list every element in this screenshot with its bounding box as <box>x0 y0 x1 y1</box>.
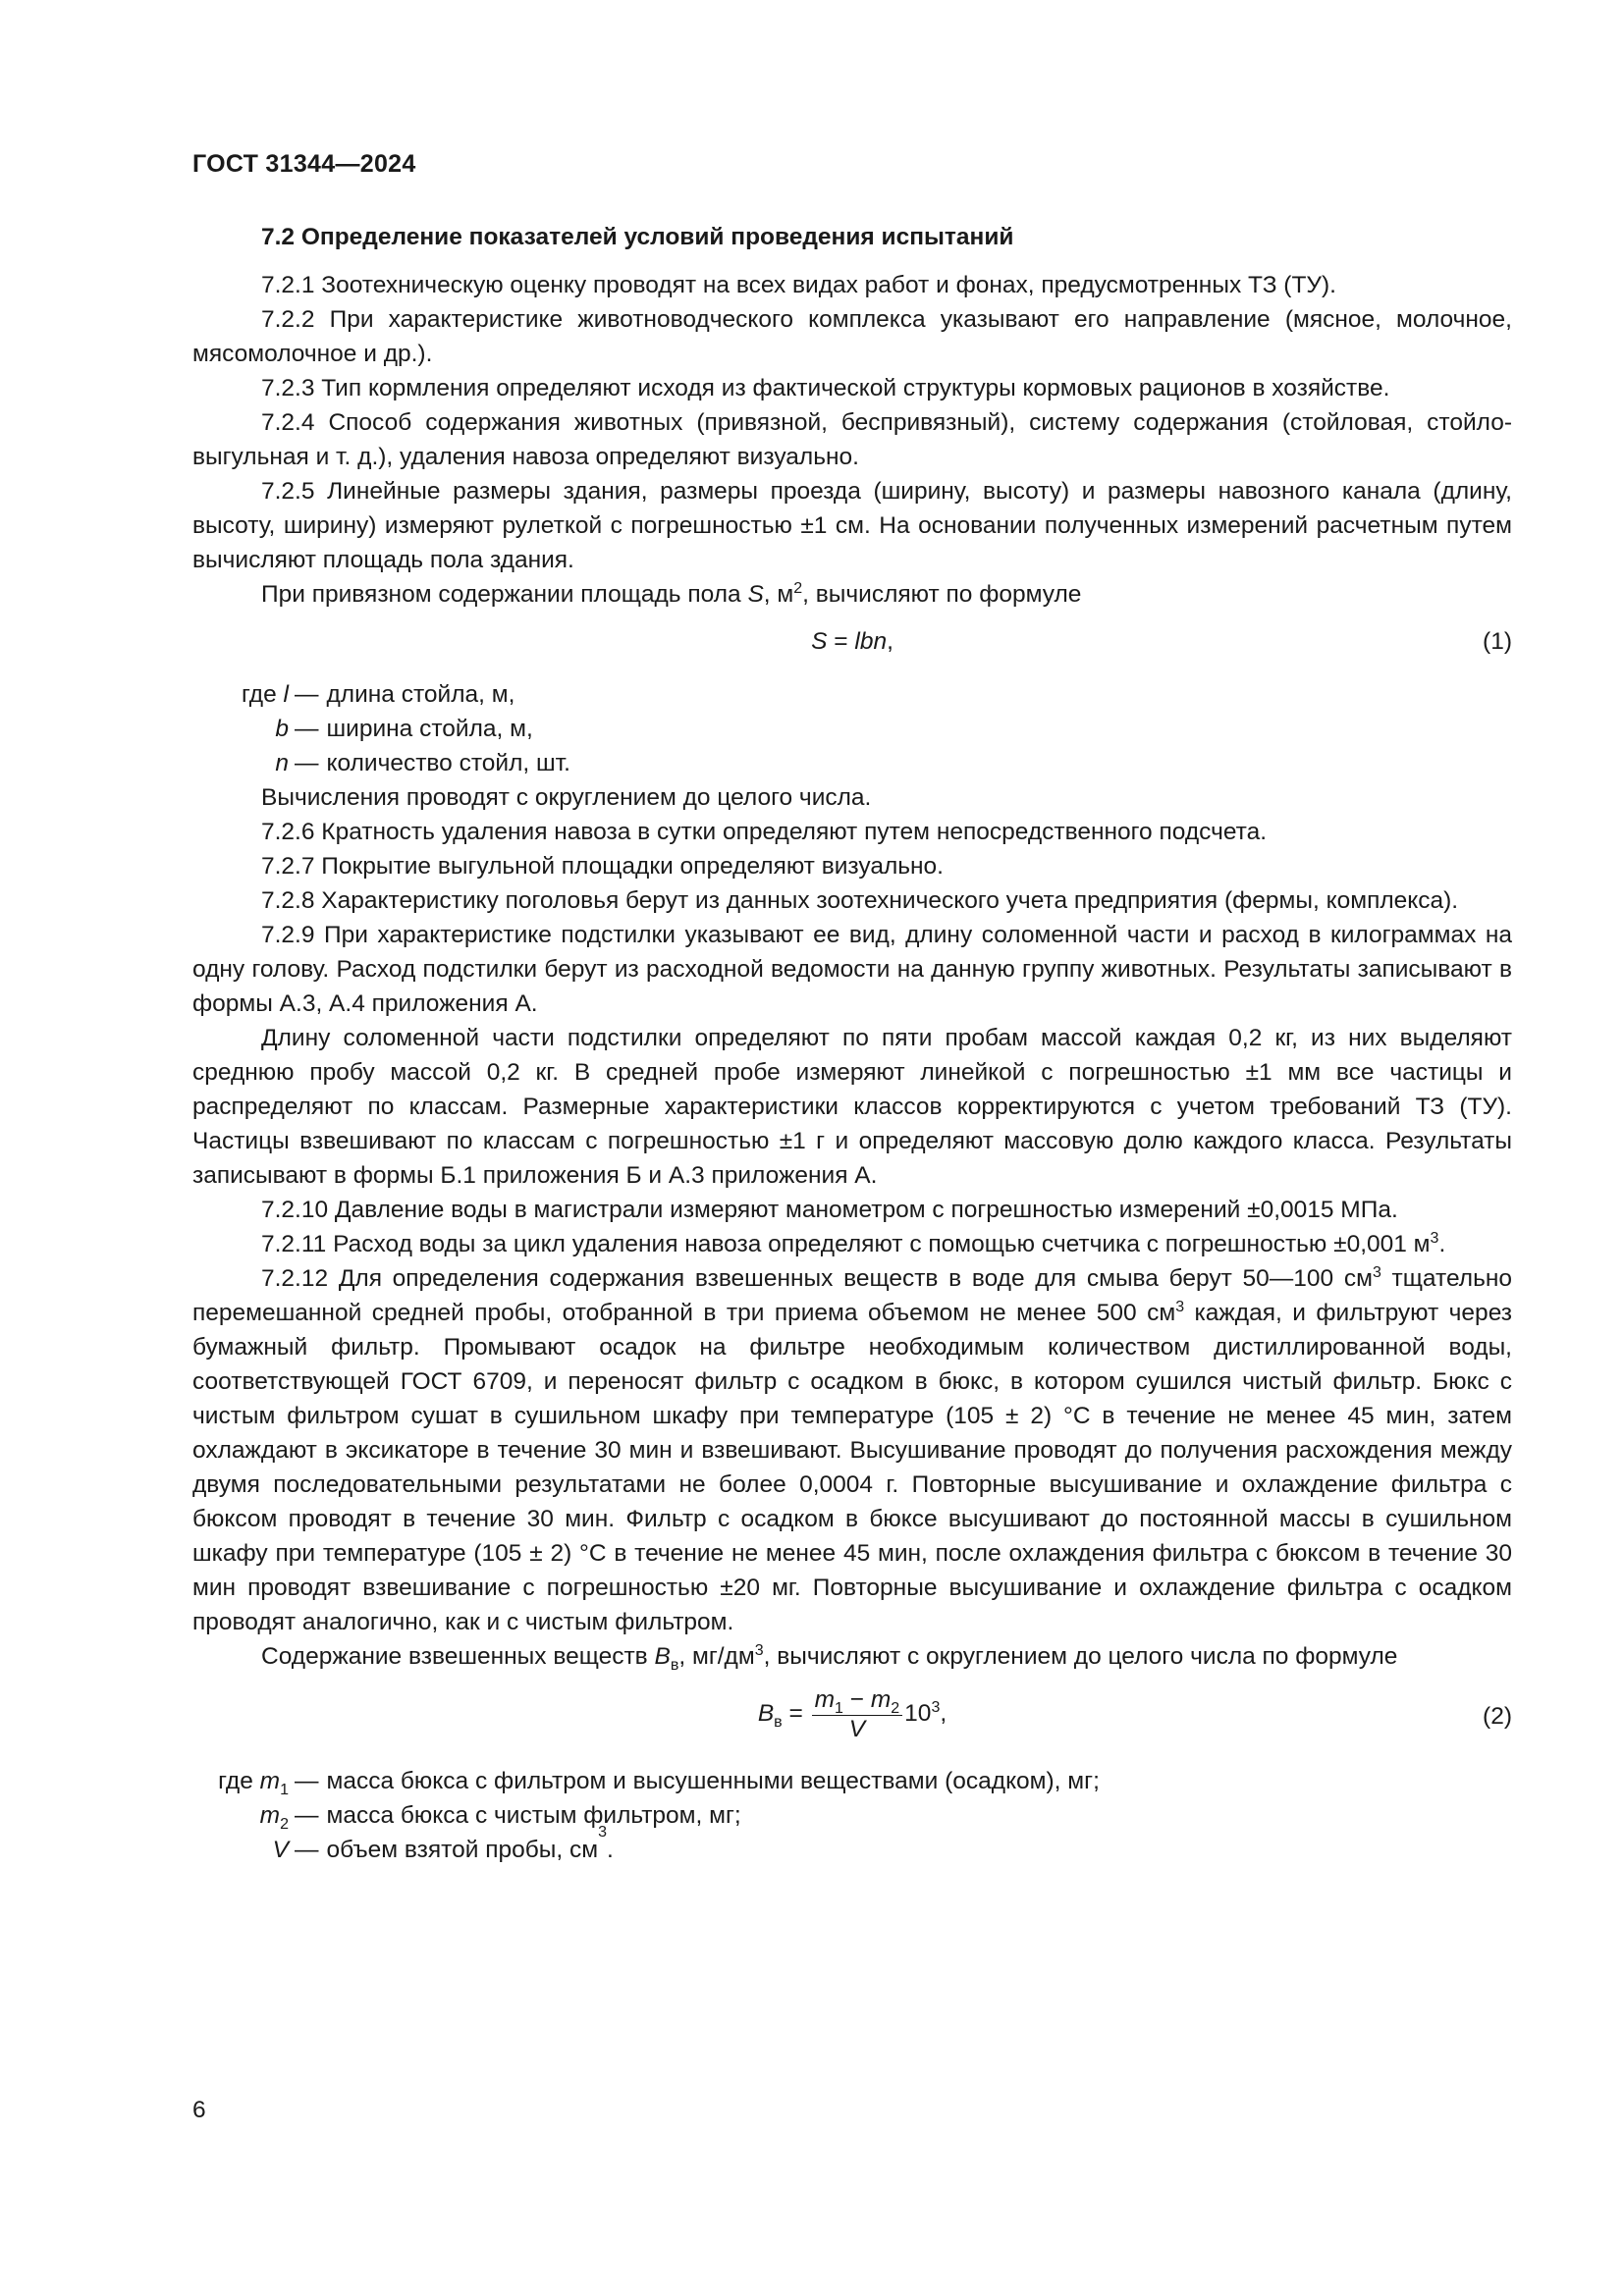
paragraph-7-2-8: 7.2.8 Характеристику поголовья берут из данных зоотехнического учета предприятия (фермы, комплекса). <box>261 887 1459 914</box>
formula-2-fraction: $\frac{m_1 - m_2}{V}$ <box>812 1685 903 1743</box>
section-title: 7.2 Определение показателей условий проведения испытаний <box>261 224 1014 250</box>
where-item: где l — длина стойла, м, <box>241 681 515 708</box>
paragraph-straw-length: Длину соломенной части подстилки определяют по пяти пробам массой каждая 0,2 кг, из них выделяют среднюю пробу массой 0,2 кг. В средней пробе измеряют линейкой с погрешностью ±1 мм все частицы и распределяют по классам. Размерные характеристики классов корректируются с учетом требований ТЗ (ТУ). Частицы взвешивают по классам с погрешностью ±1 г и определяют массовую долю каждого класса. Результаты записывают в формы Б.1 приложения Б и А.3 приложения А. <box>192 1025 1512 1189</box>
paragraph-7-2-5: 7.2.5 Линейные размеры здания, размеры проезда (ширину, высоту) и размеры навозного канала (длину, высоту, ширину) измеряют рулеткой с погрешностью ±1 см. На основании полученных измерений расчетным путем вычисляют площадь пола здания. <box>192 478 1512 573</box>
paragraph-7-2-1: 7.2.1 Зоотехническую оценку проводят на всех видах работ и фонах, предусмотренных ТЗ (ТУ). <box>261 272 1336 298</box>
paragraph-7-2-10: 7.2.10 Давление воды в магистрали измеряют манометром с погрешностью измерений ±0,0015 МПа. <box>261 1197 1398 1223</box>
paragraph-7-2-6: 7.2.6 Кратность удаления навоза в сутки определяют путем непосредственного подсчета. <box>261 819 1268 845</box>
paragraph-7-2-12: 7.2.12 Для определения содержания взвешенных веществ в воде для смыва берут 50—100 $см^3$ тщательно перемешанной средней пробы, отобранной в три приема объемом не менее 500 $см^3$ каждая, и фильтруют через бумажный фильтр. Промывают осадок на фильтре необходимым количеством дистиллированной воды, соответствующей ГОСТ 6709, и переносят фильтр с осадком в бюкс, в котором сушился чистый фильтр. Бюкс с чистым фильтром сушат в сушильном шкафу при температуре (105 ± 2) °С в течение не менее 45 мин, затем охлаждают в эксикаторе в течение 30 мин и взвешивают. Высушивание проводят до получения расхождения между двумя последовательными результатами не более 0,0004 г. Повторные высушивание и охлаждение фильтра с бюксом проводят в течение 30 мин. Фильтр с осадком в бюксе высушивают до постоянной массы в сушильном шкафу при температуре (105 ± 2) °С в течение не менее 45 мин, после охлаждения фильтра с бюксом в течение 30 мин проводят взвешивание с погрешностью ±20 мг. Повторные высушивание и охлаждение фильтра с осадком проводят аналогично, как и с чистым фильтром. <box>192 1263 1513 1635</box>
formula-2: $B_в$ = $\frac{m_1 - m_2}{V}$ $10^3$, <box>757 1686 947 1742</box>
paragraph-suspended-intro: Содержание взвешенных веществ $B_в$, $мг/дм^3$, вычисляют с округлением до целого числа по формуле <box>261 1641 1398 1674</box>
page-number: 6 <box>192 2097 206 2123</box>
where-item: $m_2$ — масса бюкса с чистым фильтром, мг; <box>259 1802 741 1833</box>
paragraph-7-2-11: 7.2.11 Расход воды за цикл удаления навоза определяют с помощью счетчика с погрешностью ±0,001 $м^3$. <box>261 1229 1446 1257</box>
document-header: ГОСТ 31344—2024 <box>192 150 416 178</box>
formula-2-row <box>192 1685 1512 1748</box>
paragraph-7-2-4: 7.2.4 Способ содержания животных (привязной, беспривязный), систему содержания (стойловая, стойло-выгульная и т. д.), удаления навоза определяют визуально. <box>192 409 1512 470</box>
where-item: V — объем взятой пробы, см 3 . <box>272 1824 614 1863</box>
paragraph-7-2-7: 7.2.7 Покрытие выгульной площадки определяют визуально. <box>261 853 944 880</box>
document-body <box>192 220 1512 1867</box>
formula-1: S = lbn, <box>811 628 893 655</box>
paragraph-7-2-3: 7.2.3 Тип кормления определяют исходя из фактической структуры кормовых рационов в хозяйстве. <box>261 375 1390 401</box>
where-list-2 <box>192 1764 1512 1867</box>
where-item: где $m_1$ — масса бюкса с фильтром и высушенными веществами (осадком), мг; <box>218 1768 1100 1798</box>
formula-2-number: (2) <box>1483 1703 1512 1730</box>
paragraph-area-intro: При привязном содержании площадь пола S, $м^2$, вычисляют по формуле <box>261 579 1082 608</box>
where-item: n — количество стойл, шт. <box>275 750 570 776</box>
where-item: b — ширина стойла, м, <box>275 716 533 742</box>
paragraph-rounding: Вычисления проводят с округлением до целого числа. <box>261 784 872 811</box>
formula-1-row <box>192 624 1512 659</box>
paragraph-7-2-2: 7.2.2 При характеристике животноводческого комплекса указывают его направление (мясное, молочное, мясомолочное и др.). <box>192 306 1512 367</box>
where-list-1 <box>192 677 1512 780</box>
formula-1-number: (1) <box>1483 628 1512 655</box>
paragraph-7-2-9: 7.2.9 При характеристике подстилки указывают ее вид, длину соломенной части и расход в килограммах на одну голову. Расход подстилки берут из расходной ведомости на данную группу животных. Результаты записывают в формы А.3, А.4 приложения А. <box>192 922 1512 1017</box>
